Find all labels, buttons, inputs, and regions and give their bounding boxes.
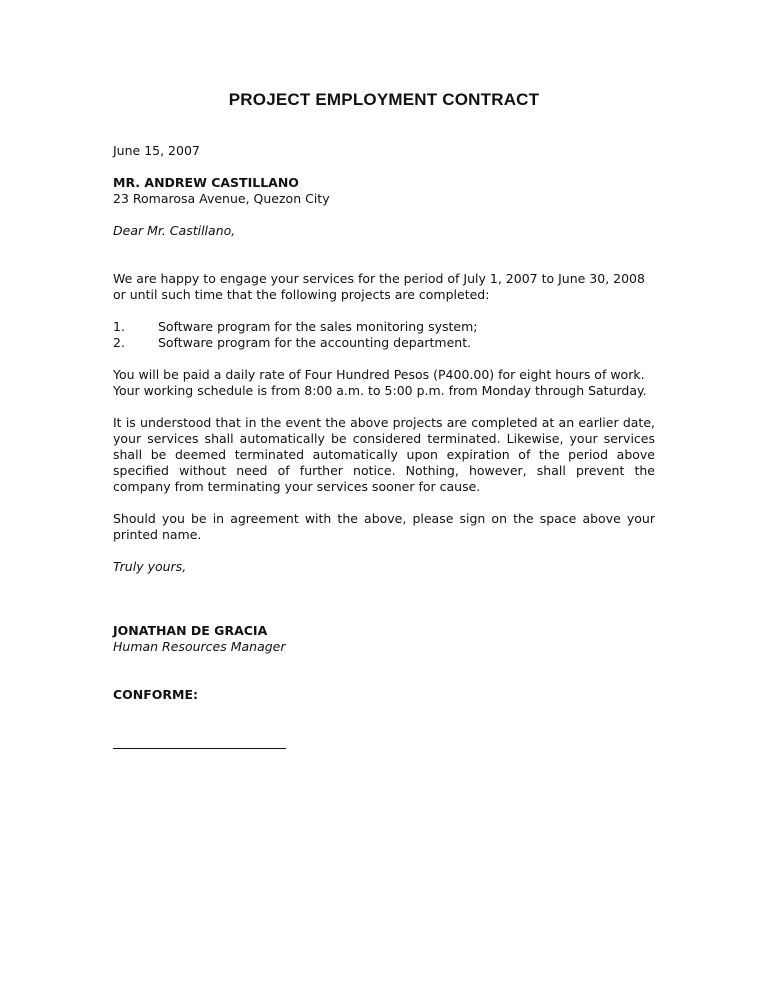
termination-line: company from terminating your services sooner for cause. (113, 479, 481, 494)
signatory-role: Human Resources Manager (113, 639, 286, 654)
termination-paragraph (113, 415, 655, 495)
list-item-text: Software program for the accounting department. (158, 335, 472, 350)
intro-line: We are happy to engage your services for the period of July 1, 2007 to June 30, 2008 (113, 271, 645, 286)
termination-line: your services shall automatically be considered terminated. Likewise, your services (113, 431, 655, 446)
closing: Truly yours, (113, 559, 187, 574)
signature-line (113, 748, 286, 749)
list-item (113, 335, 655, 351)
intro-paragraph (113, 271, 655, 303)
project-list (113, 319, 655, 351)
list-item-text: Software program for the sales monitoring system; (158, 319, 478, 334)
list-item (113, 319, 655, 335)
signatory-name: JONATHAN DE GRACIA (113, 623, 268, 638)
termination-line: specified without need of further notice. Nothing, however, shall prevent the (113, 463, 655, 478)
conforme-label: CONFORME: (113, 687, 199, 702)
termination-line: shall be deemed terminated automatically upon expiration of the period above (113, 447, 655, 462)
agreement-paragraph (113, 511, 655, 543)
termination-line: It is understood that in the event the above projects are completed at an earlier date, (113, 415, 655, 430)
pay-line: Your working schedule is from 8:00 a.m. to 5:00 p.m. from Monday through Saturday. (113, 383, 647, 398)
pay-paragraph (113, 367, 655, 399)
letter-date: June 15, 2007 (113, 143, 200, 158)
document-title: PROJECT EMPLOYMENT CONTRACT (228, 90, 540, 109)
recipient-address: 23 Romarosa Avenue, Quezon City (113, 191, 330, 206)
intro-line: or until such time that the following projects are completed: (113, 287, 490, 302)
recipient-name: MR. ANDREW CASTILLANO (113, 175, 299, 190)
list-item-number: 1. (113, 319, 125, 334)
agreement-line: printed name. (113, 527, 202, 542)
list-item-number: 2. (113, 335, 125, 350)
salutation: Dear Mr. Castillano, (113, 223, 236, 238)
pay-line: You will be paid a daily rate of Four Hundred Pesos (P400.00) for eight hours of work. (113, 367, 645, 382)
agreement-line: Should you be in agreement with the above, please sign on the space above your (113, 511, 655, 526)
contract-page (113, 0, 655, 994)
